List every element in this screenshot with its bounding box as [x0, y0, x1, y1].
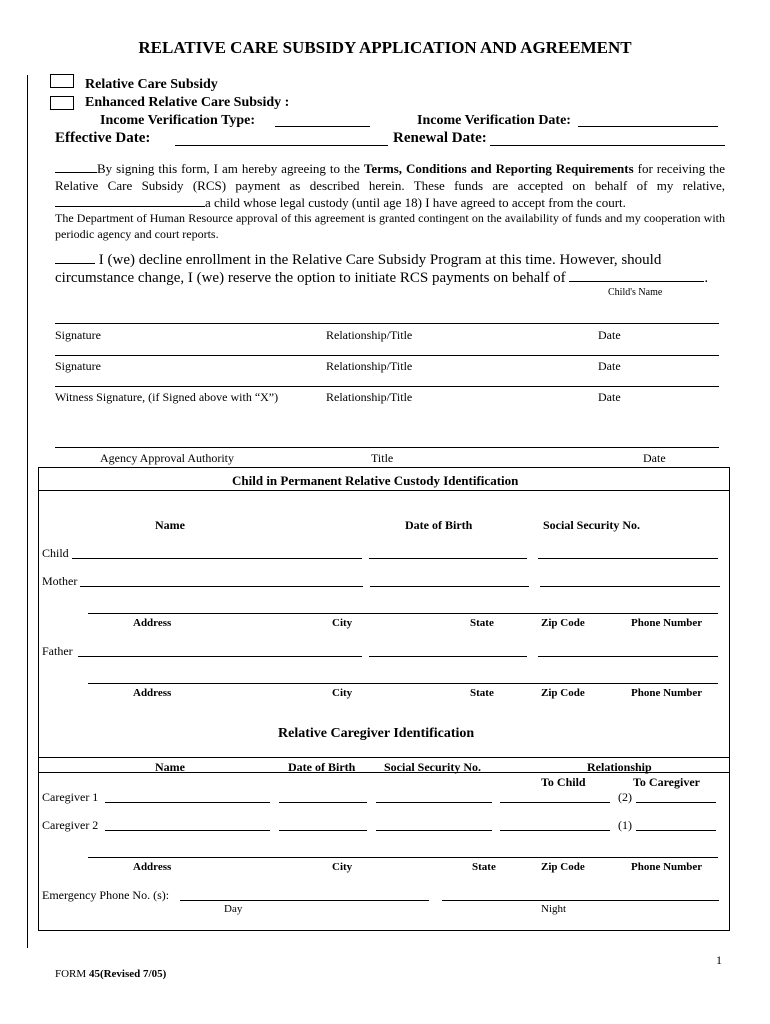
agreement-paragraph — [55, 160, 725, 211]
decline-initials-field[interactable] — [55, 252, 95, 264]
father-dob-field[interactable] — [369, 656, 527, 657]
caregiver-state-label: State — [472, 861, 496, 873]
approval-paragraph: The Department of Human Resource approval of this agreement is granted contingent on the availability of funds and my cooperation with periodic agency and court reports. — [55, 211, 725, 241]
agency-approval-label: Agency Approval Authority — [100, 451, 234, 465]
renewal-date-label: Renewal Date: — [393, 130, 487, 146]
father-city-label: City — [332, 687, 353, 699]
father-address-field[interactable] — [88, 683, 718, 684]
caregiver-2-label: Caregiver 2 — [42, 818, 99, 832]
caregiver-col-to-child: To Child — [541, 775, 586, 789]
date-label-3: Date — [598, 390, 621, 404]
rcs-checkbox[interactable] — [50, 74, 74, 88]
father-address-label: Address — [133, 687, 172, 699]
caregiver-1-to-child-field[interactable] — [500, 802, 610, 803]
caregiver-col-to-caregiver: To Caregiver — [633, 775, 700, 789]
effective-date-label: Effective Date: — [55, 130, 151, 146]
decline-line-2: circumstance change, I (we) reserve the option to initiate RCS payments on behalf of . — [55, 270, 709, 286]
caregiver-col-dob: Date of Birth — [288, 760, 356, 774]
agency-date-label: Date — [643, 451, 666, 465]
emergency-day-field[interactable] — [180, 900, 429, 901]
effective-date-field[interactable] — [175, 145, 388, 146]
caregiver-col-name: Name — [155, 760, 185, 774]
agreement-text-a: By signing this form, I am hereby agreeing to the — [97, 161, 360, 176]
agency-title-label: Title — [371, 451, 394, 465]
renewal-date-field[interactable] — [490, 145, 725, 146]
caregiver-city-label: City — [332, 861, 353, 873]
relationship-label-1: Relationship/Title — [326, 328, 413, 342]
caregiver-2-to-child-field[interactable] — [500, 830, 610, 831]
margin-rule — [27, 75, 28, 948]
childs-name-caption: Child's Name — [608, 287, 663, 298]
caregiver-phone-label: Phone Number — [631, 861, 703, 873]
date-label-1: Date — [598, 328, 621, 342]
child-ssn-field[interactable] — [538, 558, 718, 559]
child-dob-field[interactable] — [369, 558, 527, 559]
child-col-ssn: Social Security No. — [543, 518, 640, 532]
caregiver-address-field[interactable] — [88, 857, 718, 858]
father-name-field[interactable] — [78, 656, 362, 657]
caregiver-2-name-field[interactable] — [105, 830, 270, 831]
form-id — [55, 968, 166, 980]
emergency-phone-label: Emergency Phone No. (s): — [42, 888, 170, 902]
form-prefix: FORM — [55, 968, 87, 980]
caregiver-1-to-caregiver-field[interactable] — [636, 802, 716, 803]
caregiver-address-label: Address — [133, 861, 172, 873]
page-number: 1 — [716, 953, 722, 967]
caregiver-1-number: (2) — [618, 790, 632, 804]
father-state-label: State — [470, 687, 494, 699]
mother-zip-label: Zip Code — [541, 617, 585, 629]
mother-dob-field[interactable] — [370, 586, 529, 587]
caregiver-2-number: (1) — [618, 818, 632, 832]
page-title: RELATIVE CARE SUBSIDY APPLICATION AND AGREEMENT — [138, 38, 632, 57]
emergency-night-field[interactable] — [442, 900, 719, 901]
emergency-night-caption: Night — [541, 903, 567, 915]
agreement-text-b: for receiving the Relative Care Subsidy (RCS) payment as described herein. These funds are accepted on behalf of my relative, — [55, 161, 725, 193]
income-type-label: Income Verification Type: — [100, 113, 256, 128]
income-date-label: Income Verification Date: — [417, 113, 571, 128]
signature-label-1: Signature — [55, 328, 101, 342]
relationship-label-2: Relationship/Title — [326, 359, 413, 373]
child-col-name: Name — [155, 518, 185, 532]
decline-text-b: circumstance change, I (we) reserve the option to initiate RCS payments on behalf of — [55, 270, 566, 286]
caregiver-2-to-caregiver-field[interactable] — [636, 830, 716, 831]
mother-address-label: Address — [133, 617, 172, 629]
childs-name-field[interactable] — [569, 270, 704, 282]
agency-signature-line[interactable] — [55, 447, 719, 448]
mother-name-field[interactable] — [80, 586, 363, 587]
relative-name-field[interactable] — [55, 195, 205, 207]
witness-signature-line[interactable] — [55, 386, 719, 387]
agree-initials-field[interactable] — [55, 161, 97, 173]
decline-text-a: I (we) decline enrollment in the Relative Care Subsidy Program at this time. However, should — [98, 252, 662, 268]
caregiver-1-name-field[interactable] — [105, 802, 270, 803]
mother-label: Mother — [42, 574, 78, 588]
caregiver-section-heading: Relative Caregiver Identification — [278, 726, 475, 741]
caregiver-zip-label: Zip Code — [541, 861, 585, 873]
emergency-day-caption: Day — [224, 903, 243, 915]
caregiver-1-ssn-field[interactable] — [376, 802, 492, 803]
agreement-text-c: a child whose legal custody (until age 18) I have agreed to accept from the court. — [205, 195, 626, 210]
form-number: 45(Revised 7/05) — [88, 968, 167, 980]
caregiver-top-divider — [38, 757, 730, 758]
father-ssn-field[interactable] — [538, 656, 718, 657]
caregiver-1-dob-field[interactable] — [279, 802, 367, 803]
witness-signature-label: Witness Signature, (if Signed above with “X”) — [55, 390, 279, 404]
caregiver-1-label: Caregiver 1 — [42, 790, 99, 804]
mother-ssn-field[interactable] — [540, 586, 720, 587]
child-col-dob: Date of Birth — [405, 518, 473, 532]
terms-conditions-text: Terms, Conditions and Reporting Requirements — [363, 161, 634, 176]
child-label: Child — [42, 546, 69, 560]
signature-label-2: Signature — [55, 359, 101, 373]
income-date-field[interactable] — [578, 126, 718, 127]
father-zip-label: Zip Code — [541, 687, 585, 699]
child-section-heading: Child in Permanent Relative Custody Identification — [232, 473, 519, 488]
relationship-label-3: Relationship/Title — [326, 390, 413, 404]
child-name-field[interactable] — [72, 558, 362, 559]
enhanced-rcs-checkbox-label: Enhanced Relative Care Subsidy : — [85, 95, 290, 110]
caregiver-col-ssn: Social Security No. — [384, 760, 481, 774]
decline-line-1 — [55, 252, 661, 269]
caregiver-col-relationship: Relationship — [587, 760, 652, 774]
mother-address-field[interactable] — [88, 613, 718, 614]
signature-line-1[interactable] — [55, 323, 719, 324]
mother-city-label: City — [332, 617, 353, 629]
date-label-2: Date — [598, 359, 621, 373]
income-type-field[interactable] — [275, 126, 370, 127]
enhanced-rcs-checkbox[interactable] — [50, 96, 74, 110]
mother-state-label: State — [470, 617, 494, 629]
signature-line-2[interactable] — [55, 355, 719, 356]
caregiver-2-dob-field[interactable] — [279, 830, 367, 831]
child-heading-divider — [38, 490, 730, 491]
caregiver-2-ssn-field[interactable] — [376, 830, 492, 831]
father-phone-label: Phone Number — [631, 687, 703, 699]
mother-phone-label: Phone Number — [631, 617, 703, 629]
father-label: Father — [42, 644, 73, 658]
rcs-checkbox-label: Relative Care Subsidy — [85, 77, 218, 92]
